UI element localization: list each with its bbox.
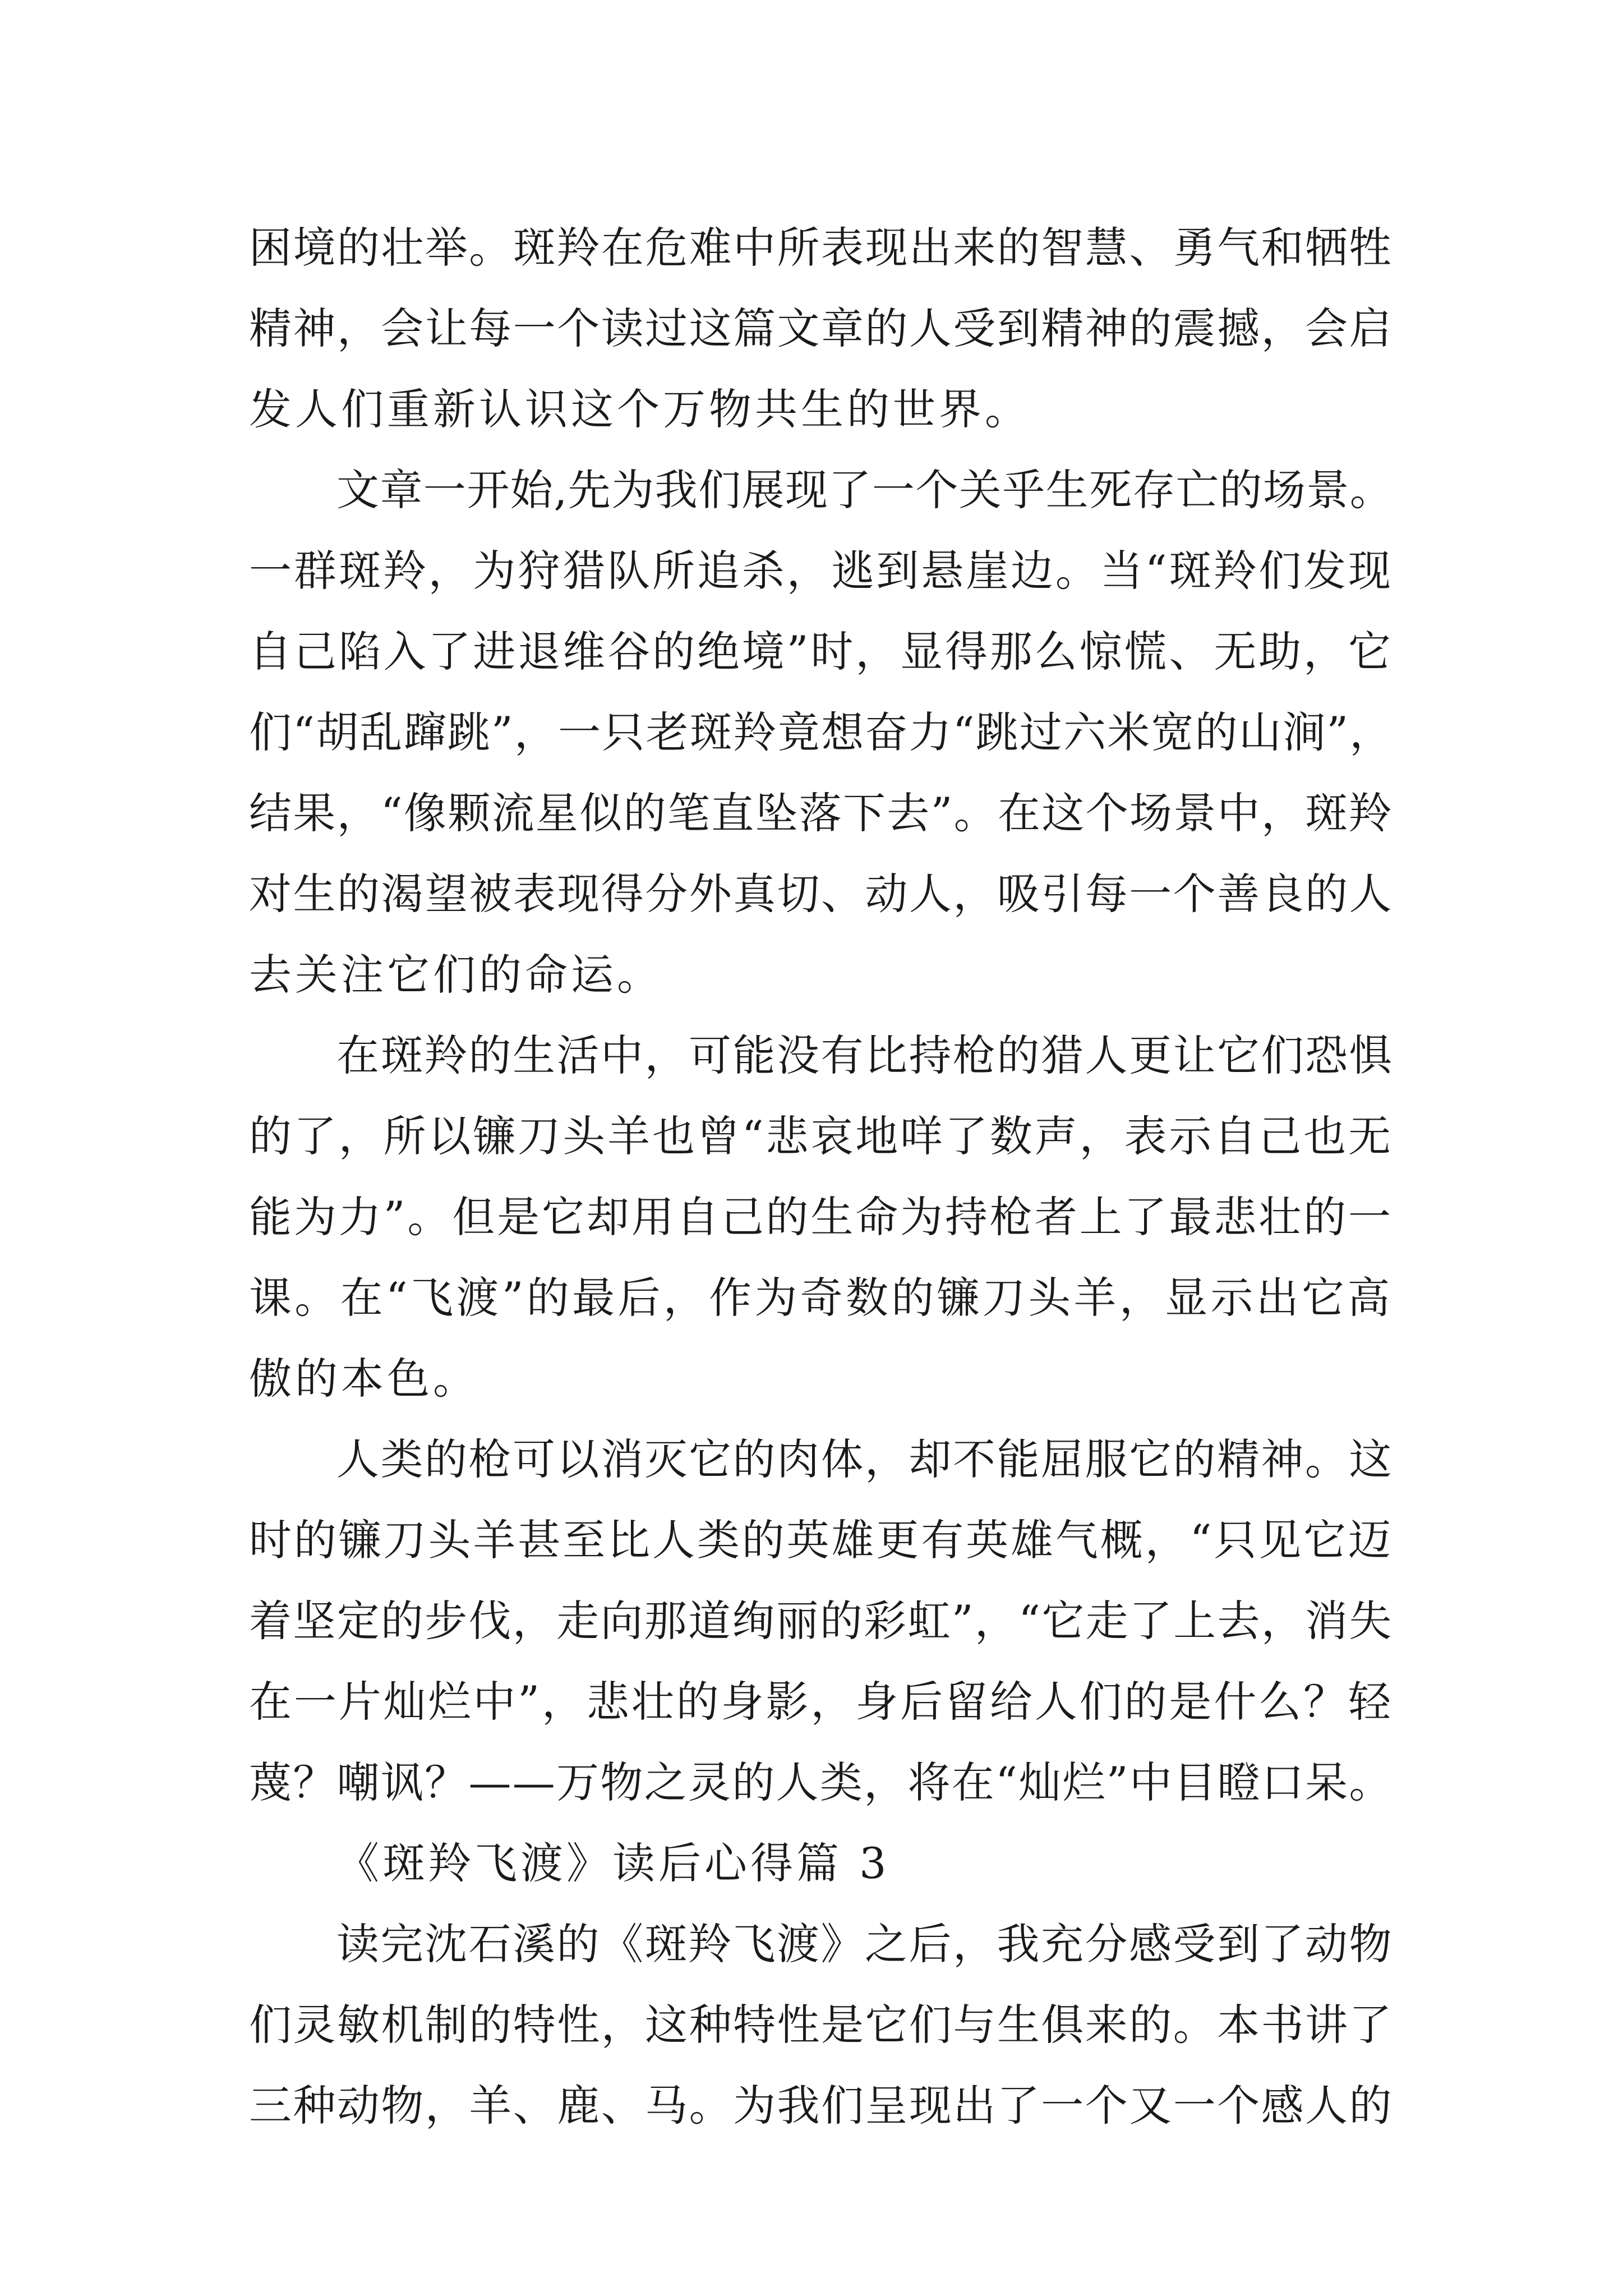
section-heading: 《斑羚飞渡》读后心得篇 3 <box>336 1838 890 1888</box>
document-text-body <box>249 208 1393 2146</box>
text-line-24: 三种动物，羊、鹿、马。为我们呈现出了一个又一个感人的 <box>249 2081 1393 2131</box>
text-line-22: 读完沈石溪的《斑羚飞渡》之后，我充分感受到了动物 <box>336 1919 1393 1969</box>
text-line-23: 们灵敏机制的特性，这种特性是它们与生俱来的。本书讲了 <box>249 2000 1393 2050</box>
text-line-3: 发人们重新认识这个万物共生的世界。 <box>249 384 1031 434</box>
text-line-18: 着坚定的步伐，走向那道绚丽的彩虹”，“它走了上去，消失 <box>249 1596 1393 1646</box>
text-line-7: 们“胡乱蹿跳”，一只老斑羚竟想奋力“跳过六米宽的山涧”， <box>249 707 1394 757</box>
text-line-2: 精神，会让每一个读过这篇文章的人受到精神的震撼，会启 <box>249 303 1393 353</box>
text-line-17: 时的镰刀头羊甚至比人类的英雄更有英雄气概，“只见它迈 <box>249 1515 1393 1565</box>
text-line-20: 蔑？嘲讽？——万物之灵的人类，将在“灿烂”中目瞪口呆。 <box>249 1757 1393 1807</box>
text-line-12: 的了，所以镰刀头羊也曾“悲哀地咩了数声，表示自己也无 <box>249 1111 1393 1161</box>
text-line-8: 结果，“像颗流星似的笔直坠落下去”。在这个场景中，斑羚 <box>249 788 1393 838</box>
text-line-15: 傲的本色。 <box>249 1354 479 1404</box>
text-line-9: 对生的渴望被表现得分外真切、动人，吸引每一个善良的人 <box>249 869 1393 919</box>
text-line-11: 在斑羚的生活中，可能没有比持枪的猎人更让它们恐惧 <box>336 1030 1393 1080</box>
text-line-4: 文章一开始,先为我们展现了一个关乎生死存亡的场景。 <box>336 465 1394 515</box>
text-line-13: 能为力”。但是它却用自己的生命为持枪者上了最悲壮的一 <box>249 1192 1393 1242</box>
text-line-16: 人类的枪可以消灭它的肉体，却不能屈服它的精神。这 <box>336 1434 1393 1484</box>
text-line-19: 在一片灿烂中”，悲壮的身影，身后留给人们的是什么？轻 <box>249 1677 1393 1727</box>
text-line-6: 自己陷入了进退维谷的绝境”时，显得那么惊慌、无助，它 <box>249 627 1393 677</box>
text-line-1: 困境的壮举。斑羚在危难中所表现出来的智慧、勇气和牺牲 <box>249 223 1393 273</box>
text-line-10: 去关注它们的命运。 <box>249 950 663 1000</box>
text-line-5: 一群斑羚，为狩猎队所追杀，逃到悬崖边。当“斑羚们发现 <box>249 546 1393 596</box>
text-line-14: 课。在“飞渡”的最后，作为奇数的镰刀头羊，显示出它高 <box>249 1273 1393 1323</box>
